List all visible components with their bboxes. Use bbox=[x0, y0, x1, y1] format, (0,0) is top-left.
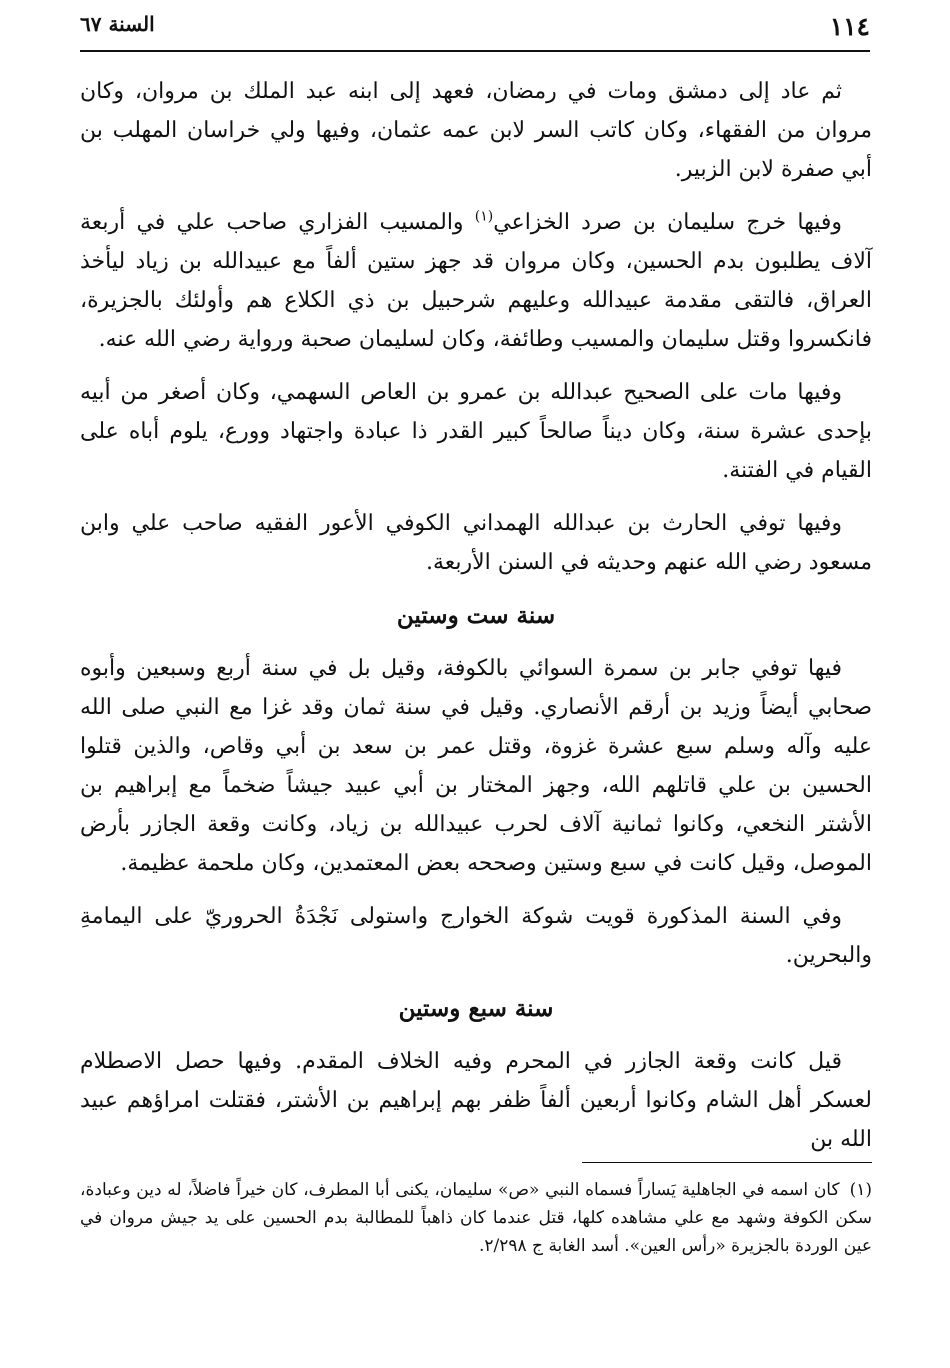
footnote bbox=[80, 1176, 872, 1260]
footnote-reference: (١) bbox=[474, 208, 494, 225]
main-text bbox=[80, 72, 872, 1173]
paragraph-2-rest: والمسيب الفزاري صاحب علي في أربعة آلاف يطلبون بدم الحسين، وكان مروان قد جهز ستين ألفاً مع عبيدالله بن زياد ليأخذ العراق، فالتقى مقدمة عبيدالله وعليهم شرحبيل بن ذي الكلاع هم وأولئك بالجزيرة، فانكسروا وقتل سليمان والمسيب وطائفة، وكان لسليمان صحبة ورواية رضي الله عنه. bbox=[80, 210, 872, 352]
paragraph-7: قيل كانت وقعة الجازر في المحرم وفيه الخلاف المقدم. وفيها حصل الاصطلام لعسكر أهل الشام وكانوا أربعين ألفاً ظفر بهم إبراهيم بن الأشتر، فقتلت امراؤهم عبيد الله بن bbox=[80, 1049, 872, 1152]
page-header bbox=[80, 12, 870, 46]
paragraph-6: وفي السنة المذكورة قويت شوكة الخوارج واستولى نَجْدَةُ الحروريّ على اليمامةِ والبحرين. bbox=[80, 904, 872, 968]
paragraph-2-start: وفيها خرج سليمان بن صرد الخزاعي bbox=[493, 210, 842, 235]
header-rule bbox=[80, 50, 870, 52]
paragraph-3: وفيها مات على الصحيح عبدالله بن عمرو بن العاص السهمي، وكان أصغر من أبيه بإحدى عشرة سنة، وكان ديناً صالحاً كبير القدر ذا عبادة واجتهاد وورع، يلوم أباه على القيام في الفتنة. bbox=[80, 380, 872, 483]
running-head: السنة ٦٧ bbox=[80, 12, 155, 36]
paragraph-1: ثم عاد إلى دمشق ومات في رمضان، فعهد إلى ابنه عبد الملك بن مروان، وكان مروان من الفقهاء، وكان كاتب السر لابن عمه عثمان، وفيها ولي خراسان المهلب بن أبي صفرة لابن الزبير. bbox=[80, 79, 872, 182]
footnote-rule bbox=[582, 1162, 872, 1163]
paragraph-2 bbox=[80, 203, 872, 359]
paragraph-5: فيها توفي جابر بن سمرة السوائي بالكوفة، وقيل بل في سنة أربع وسبعين وأبوه صحابي أيضاً وزيد بن أرقم الأنصاري. وقيل في سنة ثمان وقد غزا مع النبي صلى الله عليه وآله وسلم سبع عشرة غزوة، وقتل عمر بن سعد بن أبي وقاص، والذين قتلوا الحسين بن علي قاتلهم الله، وجهز المختار بن أبي عبيد جيشاً ضخماً مع إبراهيم بن الأشتر النخعي، وكانوا ثمانية آلاف لحرب عبيدالله بن زياد، وكانت وقعة الجازر بأرض الموصل، وقيل كانت في سبع وستين وصححه بعض المعتمدين، وكان ملحمة عظيمة. bbox=[80, 656, 872, 876]
footnote-marker: (١) bbox=[849, 1180, 872, 1200]
page-number: ١١٤ bbox=[829, 12, 870, 41]
section-heading-67: سنة سبع وستين bbox=[398, 995, 554, 1022]
section-heading-66: سنة ست وستين bbox=[396, 602, 556, 629]
footnote-text: كان اسمه في الجاهلية يَساراً فسماه النبي «ص» سليمان، يكنى أبا المطرف، كان خيراً فاضلاً، له دين وعبادة، سكن الكوفة وشهد مع علي مشاهده كلها، قتل عندما كان ذاهباً للمطالبة بدم الحسين على يد جيش مروان في عين الوردة بالجزيرة «رأس العين». أسد الغابة ج ٢/٢٩٨. bbox=[80, 1180, 872, 1256]
paragraph-4: وفيها توفي الحارث بن عبدالله الهمداني الكوفي الأعور الفقيه صاحب علي وابن مسعود رضي الله عنهم وحديثه في السنن الأربعة. bbox=[80, 511, 872, 575]
